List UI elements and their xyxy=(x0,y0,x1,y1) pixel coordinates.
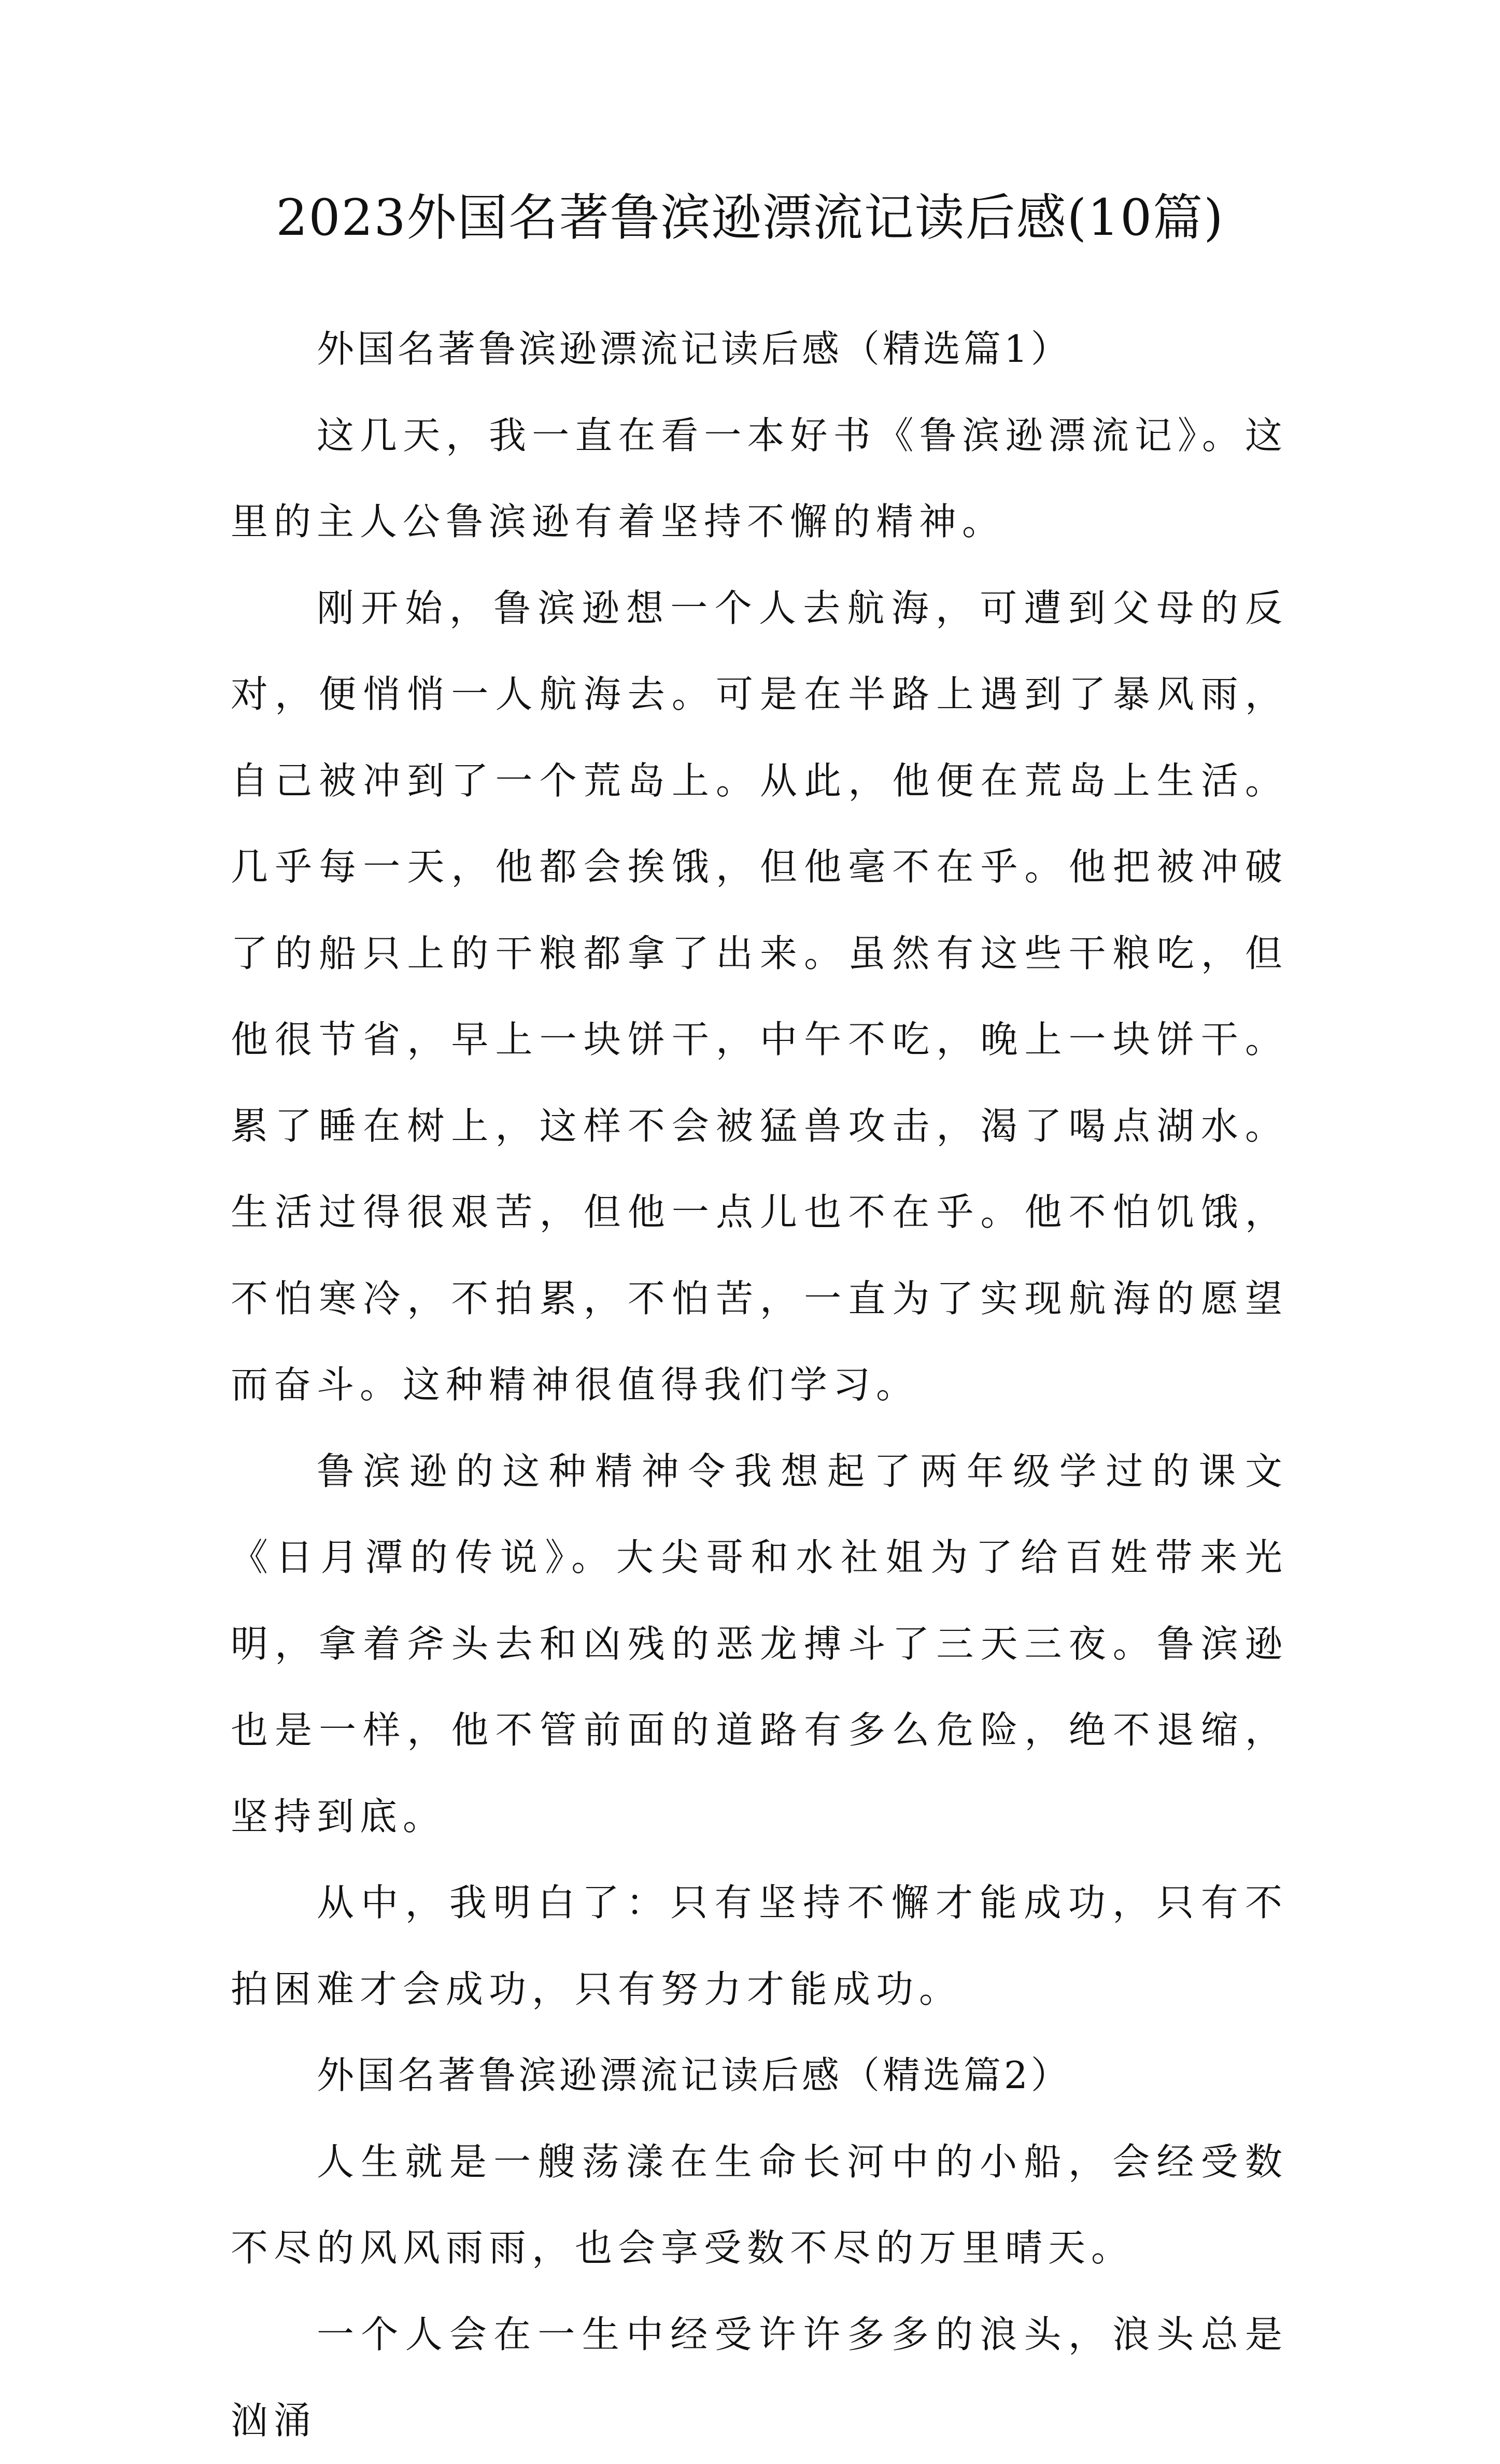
paragraph-2: 刚开始，鲁滨逊想一个人去航海，可遭到父母的反对，便悄悄一人航海去。可是在半路上遇到了暴风雨，自己被冲到了一个荒岛上。从此，他便在荒岛上生活。几乎每一天，他都会挨饿，但他毫不在乎。他把被冲破了的船只上的干粮都拿了出来。虽然有这些干粮吃，但他很节省，早上一块饼干，中午不吃，晚上一块饼干。累了睡在树上，这样不会被猛兽攻击，渴了喝点湖水。生活过得很艰苦，但他一点儿也不在乎。他不怕饥饿，不怕寒冷，不拍累，不怕苦，一直为了实现航海的愿望而奋斗。这种精神很值得我们学习。 xyxy=(231,586,1288,1406)
paragraph-6: 一个人会在一生中经受许许多多的浪头，浪头总是汹涌 xyxy=(231,2312,1288,2442)
paragraph-5: 人生就是一艘荡漾在生命长河中的小船，会经受数不尽的风风雨雨，也会享受数不尽的万里晴天。 xyxy=(231,2139,1288,2270)
paragraph-1: 这几天，我一直在看一本好书《鲁滨逊漂流记》。这里的主人公鲁滨逊有着坚持不懈的精神。 xyxy=(231,413,1288,543)
document-body xyxy=(231,306,1288,2464)
paragraph-4: 从中，我明白了：只有坚持不懈才能成功，只有不拍困难才会成功，只有努力才能成功。 xyxy=(231,1881,1288,2011)
document-title: 2023外国名著鲁滨逊漂流记读后感(10篇) xyxy=(276,189,1224,247)
section-heading-2: 外国名著鲁滨逊漂流记读后感（精选篇2） xyxy=(317,2053,1071,2097)
paragraph-3: 鲁滨逊的这种精神令我想起了两年级学过的课文《日月潭的传说》。大尖哥和水社姐为了给百姓带来光明，拿着斧头去和凶残的恶龙搏斗了三天三夜。鲁滨逊也是一样，他不管前面的道路有多么危险，绝不退缩，坚持到底。 xyxy=(231,1449,1288,1838)
section-heading-1: 外国名著鲁滨逊漂流记读后感（精选篇1） xyxy=(317,327,1071,371)
